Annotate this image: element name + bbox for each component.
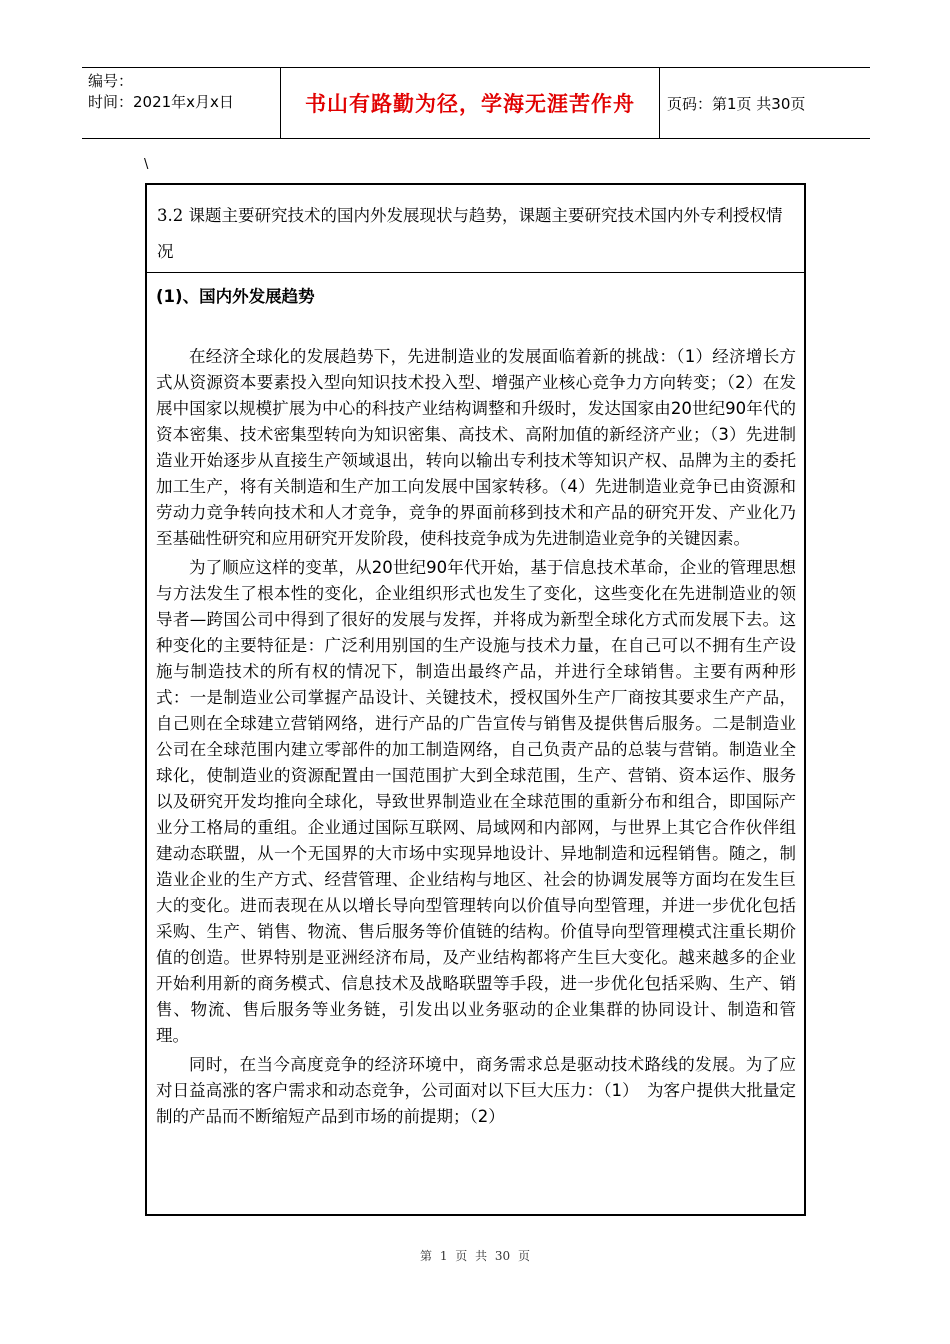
document-number-label: 编号：	[88, 72, 134, 90]
header-meta	[88, 71, 234, 113]
page-header	[82, 67, 870, 139]
stray-mark: \	[144, 157, 149, 172]
header-page-info: 页码：第1页 共30页	[667, 94, 806, 113]
header-divider	[659, 68, 660, 138]
page-footer: 第 1 页 共 30 页	[420, 1249, 530, 1263]
document-time-label: 时间：2021年x月x日	[88, 93, 234, 111]
section-title: 3.2 课题主要研究技术的国内外发展现状与趋势，课题主要研究技术国内外专利授权情况	[147, 185, 804, 273]
paragraph: 为了顺应这样的变革，从20世纪90年代开始，基于信息技术革命，企业的管理思想与方法发生了根本性的变化，企业组织形式也发生了变化，这些变化在先进制造业的领导者—跨国公司中得到了很好的发展与发挥，并将成为新型全球化方式而发展下去。这种变化的主要特征是：广泛利用别国的生产设施与技术力量，在自己可以不拥有生产设施与制造技术的所有权的情况下，制造出最终产品，并进行全球销售。主要有两种形式：一是制造业公司掌握产品设计、关键技术，授权国外生产厂商按其要求生产产品，自己则在全球建立营销网络，进行产品的广告宣传与销售及提供售后服务。二是制造业公司在全球范围内建立零部件的加工制造网络，自己负责产品的总装与营销。制造业全球化，使制造业的资源配置由一国范围扩大到全球范围，生产、营销、资本运作、服务以及研究开发均推向全球化，导致世界制造业在全球范围的重新分布和组合，即国际产业分工格局的重组。企业通过国际互联网、局域网和内部网，与世界上其它合作伙伴组建动态联盟，从一个无国界的大市场中实现异地设计、异地制造和远程销售。随之，制造业企业的生产方式、经营管理、企业结构与地区、社会的协调发展等方面均在发生巨大的变化。进而表现在从以增长导向型管理转向以价值导向型管理，并进一步优化包括采购、生产、销售、物流、售后服务等价值链的结构。价值导向型管理模式注重长期价值的创造。世界特别是亚洲经济布局，及产业结构都将产生巨大变化。越来越多的企业开始利用新的商务模式、信息技术及战略联盟等手段，进一步优化包括采购、生产、销售、物流、售后服务等业务链，引发出以业务驱动的企业集群的协同设计、制造和管理。	[156, 558, 796, 1045]
section-body	[147, 282, 804, 1130]
paragraph: 在经济全球化的发展趋势下，先进制造业的发展面临着新的挑战：（1）经济增长方式从资源资本要素投入型向知识技术投入型、增强产业核心竞争力方向转变；（2）在发展中国家以规模扩展为中心的科技产业结构调整和升级时，发达国家由20世纪90年代的资本密集、技术密集型转向为知识密集、高技术、高附加值的新经济产业；（3）先进制造业开始逐步从直接生产领域退出，转向以输出专利技术等知识产权、品牌为主的委托加工生产，将有关制造和生产加工向发展中国家转移。（4）先进制造业竞争已由资源和劳动力竞争转向技术和人才竞争，竞争的界面前移到技术和产品的研究开发、产业化乃至基础性研究和应用研究开发阶段，使科技竞争成为先进制造业竞争的关键因素。	[156, 347, 796, 548]
header-motto: 书山有路勤为径，学海无涯苦作舟	[305, 92, 635, 116]
content-table	[145, 183, 806, 1216]
paragraph: 同时，在当今高度竞争的经济环境中，商务需求总是驱动技术路线的发展。为了应对日益高涨的客户需求和动态竞争，公司面对以下巨大压力：（1） 为客户提供大批量定制的产品而不断缩短产品到市场的前提期；（2）	[156, 1055, 796, 1126]
subheading: (1)、国内外发展趋势	[156, 287, 315, 306]
